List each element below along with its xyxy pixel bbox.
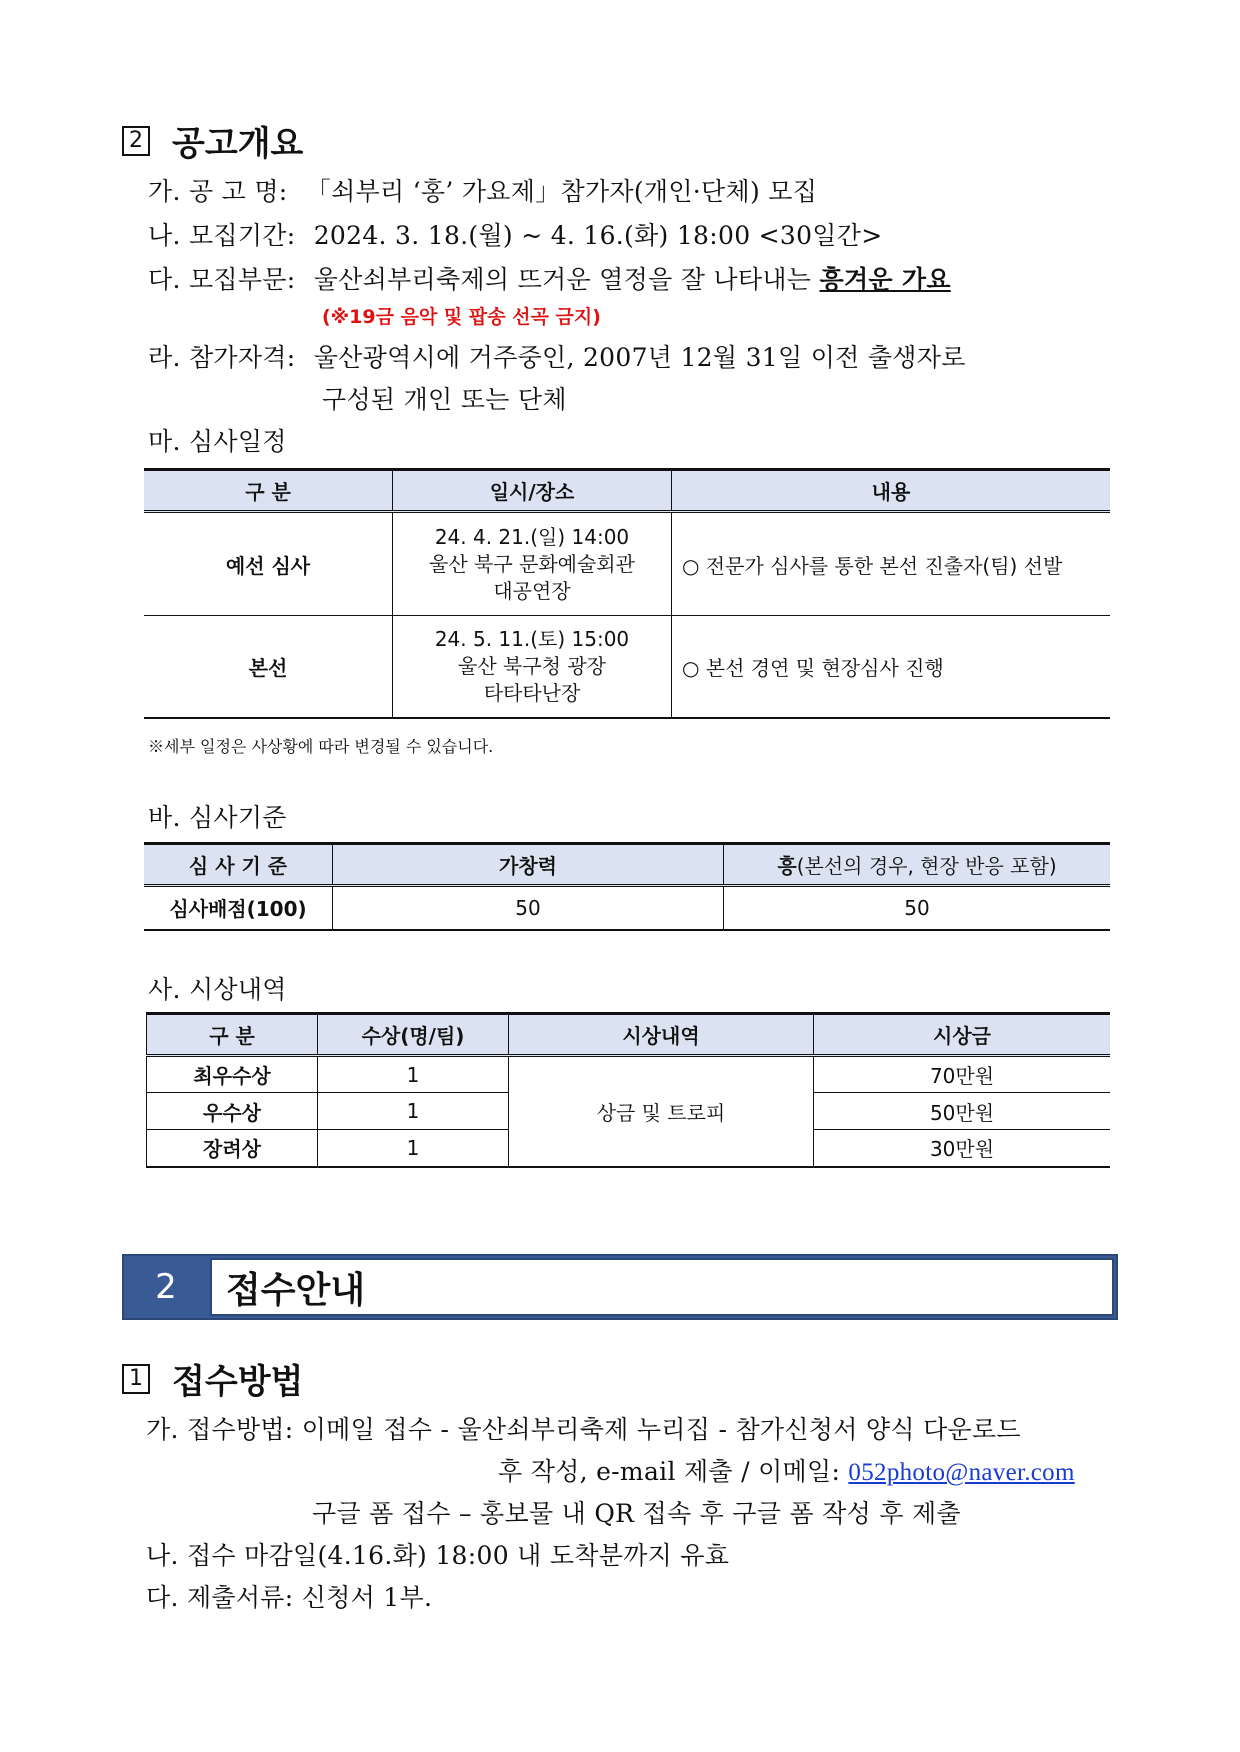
awards-detail: 상금 및 트로피 [509,1056,814,1167]
item-ra-value1: 울산광역시에 거주중인, 2007년 12월 31일 이전 출생자로 [313,343,966,372]
criteria-row-vocal: 50 [333,886,724,930]
awards-row-prize: 50만원 [929,1100,995,1125]
criteria-header-excitement-main: 흥 [777,854,797,878]
schedule-header-datetime: 일시/장소 [393,470,672,512]
item-ma-label: 마. 심사일정 [148,427,287,456]
awards-row-name: 장려상 [147,1130,318,1167]
item-ba-label: 바. 심사기준 [148,803,287,832]
item-ga [148,172,817,208]
schedule-header-category: 구 분 [144,470,393,512]
schedule-row-when-place: 울산 북구 문화예술회관 [429,551,635,576]
criteria-row-excitement: 50 [904,895,930,920]
awards-header-detail: 시상내역 [509,1014,814,1056]
item-na-value: 2024. 3. 18.(월) ~ 4. 16.(화) 18:00 <30일간> [313,221,883,250]
schedule-row-when [393,616,672,718]
schedule-row-content: ○ 전문가 심사를 통한 본선 진출자(팀) 선발 [682,553,1063,578]
criteria-header-label: 심 사 기 준 [144,844,333,886]
table-row [144,886,1110,930]
item-ga-label: 가. 공 고 명: [148,177,288,206]
receipt-documents: 다. 제출서류: 신청서 1부. [146,1583,433,1612]
schedule-row-when-date: 24. 4. 21.(일) 14:00 [434,524,630,549]
section-bar-number: 2 [155,1267,177,1307]
schedule-row-when [393,512,672,616]
awards-row-prize: 70만원 [929,1064,995,1088]
item-ra [148,338,966,374]
awards-row-prize: 30만원 [929,1137,995,1162]
item-na-label: 나. 모집기간: [148,221,296,250]
section-number-box: 2 [122,126,150,156]
section-bar-title: 접수안내 [210,1258,1114,1316]
receipt-method-line1: 가. 접수방법: 이메일 접수 - 울산쇠부리축제 누리집 - 참가신청서 양식 다운로드 [146,1415,1021,1444]
schedule-row-when-date: 24. 5. 11.(토) 15:00 [434,626,630,651]
receipt-deadline: 나. 접수 마감일(4.16.화) 18:00 내 도착분까지 유효 [146,1541,730,1570]
schedule-row-name: 본선 [144,616,393,718]
item-ra-value2: 구성된 개인 또는 단체 [322,385,567,414]
subsection-heading [122,1354,303,1403]
table-row [147,1056,1111,1093]
schedule-row-when-venue: 타타타난장 [483,680,581,705]
criteria-header-excitement [724,844,1111,886]
item-da-label: 다. 모집부문: [148,265,296,294]
awards-row-name: 우수상 [147,1093,318,1130]
item-na [148,216,882,252]
item-ga-value: 「쇠부리 ‘홍’ 가요제」참가자(개인·단체) 모집 [305,177,818,206]
schedule-note: ※세부 일정은 사상황에 따라 변경될 수 있습니다. [148,737,494,756]
item-da-emphasis: 흥겨운 가요 [819,265,951,294]
awards-row-count: 1 [318,1056,509,1093]
item-ra-label: 라. 참가자격: [148,343,296,372]
awards-header-count: 수상(명/팀) [318,1014,509,1056]
subsection-title: 접수방법 [172,1362,304,1402]
item-da [148,260,951,296]
item-da-note: (※19금 음악 및 팝송 선곡 금지) [322,306,601,328]
schedule-header-content: 내용 [672,470,1111,512]
awards-row-count: 1 [318,1093,509,1130]
criteria-table [144,842,1110,931]
email-link[interactable]: 052photo@naver.com [848,1459,1075,1486]
receipt-method-line3: 구글 폼 접수 – 홍보물 내 QR 접속 후 구글 폼 작성 후 제출 [312,1499,961,1528]
receipt-method-line2-text: 후 작성, e-mail 제출 / 이메일: [498,1457,849,1486]
criteria-header-excitement-note: (본선의 경우, 현장 반응 포함) [796,854,1057,878]
awards-row-name: 최우수상 [147,1056,318,1093]
table-row [144,512,1110,616]
section-heading [122,116,303,165]
schedule-row-content: ○ 본선 경연 및 현장심사 진행 [682,655,944,680]
item-sa-label: 사. 시상내역 [148,975,287,1004]
schedule-row-name: 예선 심사 [144,512,393,616]
subsection-number-box: 1 [122,1364,150,1394]
awards-header-category: 구 분 [147,1014,318,1056]
schedule-row-when-place: 울산 북구청 광장 [458,653,606,678]
awards-header-prize: 시상금 [814,1014,1111,1056]
schedule-table [144,468,1110,719]
awards-row-count: 1 [318,1130,509,1167]
receipt-method-line2 [498,1452,1075,1488]
section-bar [122,1254,1118,1320]
table-row [144,616,1110,718]
section-title: 공고개요 [172,124,304,164]
criteria-row-label: 심사배점(100) [144,886,333,930]
item-da-value: 울산쇠부리축제의 뜨거운 열정을 잘 나타내는 [313,265,820,294]
awards-table [146,1012,1110,1168]
criteria-header-vocal: 가창력 [333,844,724,886]
schedule-row-when-venue: 대공연장 [493,578,571,603]
